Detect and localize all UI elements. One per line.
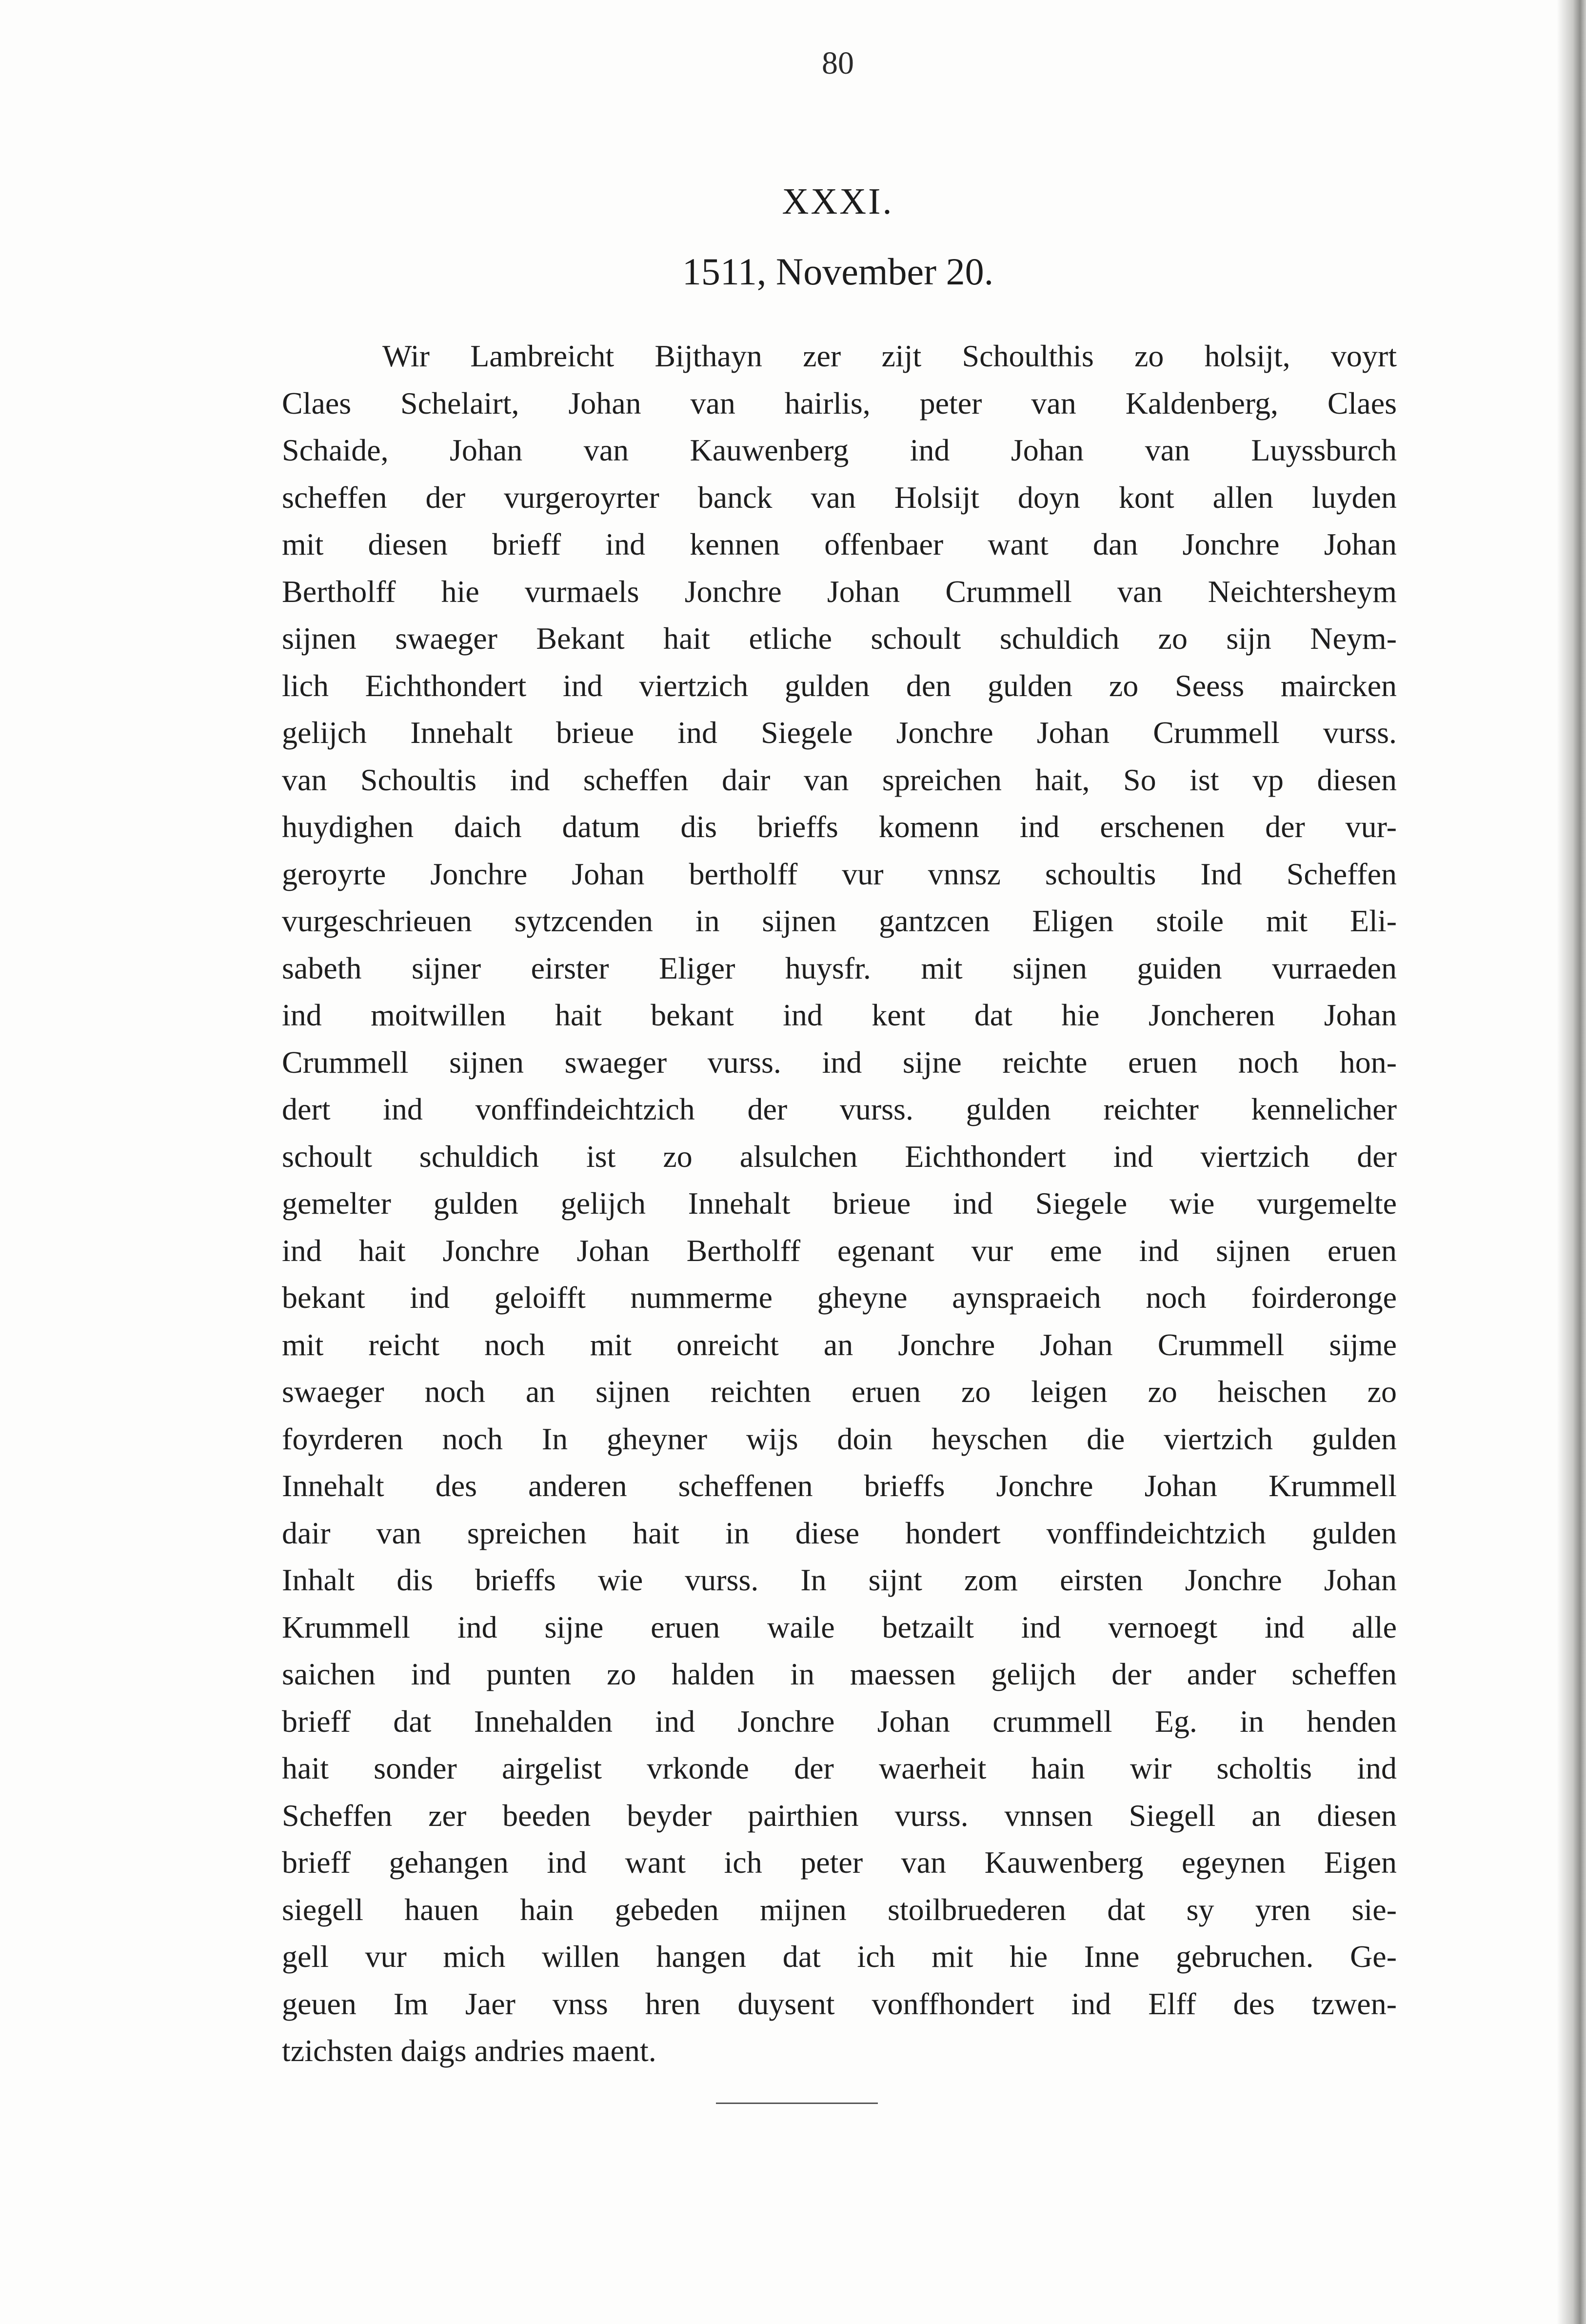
text-line: Krummell ind sijne eruen waile betzailt ind vernoegt ind alle xyxy=(282,1609,1397,1644)
end-rule xyxy=(716,2103,878,2104)
page-edge-shadow xyxy=(1557,0,1586,2324)
text-line: mit reicht noch mit onreicht an Jonchre Johan Crummell sijme xyxy=(282,1327,1397,1362)
text-line: van Schoultis ind scheffen dair van spreichen hait, So ist vp diesen xyxy=(282,762,1397,797)
document-date: 1511, November 20. xyxy=(682,250,994,293)
text-line: brieff gehangen ind want ich peter van Kauwenberg egeynen Eigen xyxy=(282,1845,1397,1880)
text-line: Innehalt des anderen scheffenen brieffs Jonchre Johan Krummell xyxy=(282,1468,1397,1503)
text-line: saichen ind punten zo halden in maessen gelijch der ander scheffen xyxy=(282,1657,1397,1691)
text-line: siegell hauen hain gebeden mijnen stoilbruederen dat sy yren sie- xyxy=(282,1892,1397,1927)
text-line: mit diesen brieff ind kennen offenbaer want dan Jonchre Johan xyxy=(282,527,1397,561)
text-line: Schaide, Johan van Kauwenberg ind Johan van Luyssburch xyxy=(282,433,1397,467)
document-body xyxy=(282,333,1397,2075)
text-line: lich Eichthondert ind viertzich gulden den gulden zo Seess maircken xyxy=(282,668,1397,703)
text-line: geroyrte Jonchre Johan bertholff vur vnnsz schoultis Ind Scheffen xyxy=(282,856,1397,891)
text-line: vurgeschrieuen sytzcenden in sijnen gantzcen Eligen stoile mit Eli- xyxy=(282,903,1397,938)
text-line: Wir Lambreicht Bijthayn zer zijt Schoulthis zo holsijt, voyrt xyxy=(382,339,1397,373)
text-line: dert ind vonffindeichtzich der vurss. gulden reichter kennelicher xyxy=(282,1092,1397,1126)
text-line: dair van spreichen hait in diese hondert vonffindeichtzich gulden xyxy=(282,1515,1397,1550)
page-number: 80 xyxy=(822,45,854,81)
text-line: ind moitwillen hait bekant ind kent dat hie Joncheren Johan xyxy=(282,998,1397,1032)
text-line: gell vur mich willen hangen dat ich mit hie Inne gebruchen. Ge- xyxy=(282,1939,1397,1974)
text-line: ind hait Jonchre Johan Bertholff egenant vur eme ind sijnen eruen xyxy=(282,1233,1397,1268)
text-line: huydighen daich datum dis brieffs komenn ind erschenen der vur- xyxy=(282,809,1397,844)
text-line: scheffen der vurgeroyrter banck van Holsijt doyn kont allen luyden xyxy=(282,480,1397,515)
text-line: swaeger noch an sijnen reichten eruen zo leigen zo heischen zo xyxy=(282,1374,1397,1409)
text-line: foyrderen noch In gheyner wijs doin heyschen die viertzich gulden xyxy=(282,1421,1397,1456)
text-line: sijnen swaeger Bekant hait etliche schoult schuldich zo sijn Neym- xyxy=(282,621,1397,656)
text-line: sabeth sijner eirster Eliger huysfr. mit sijnen guiden vurraeden xyxy=(282,950,1397,985)
text-line: gemelter gulden gelijch Innehalt brieue ind Siegele wie vurgemelte xyxy=(282,1186,1397,1221)
text-line: geuen Im Jaer vnss hren duysent vonffhondert ind Elff des tzwen- xyxy=(282,1986,1397,2021)
text-line: Inhalt dis brieffs wie vurss. In sijnt zom eirsten Jonchre Johan xyxy=(282,1563,1397,1597)
text-line: schoult schuldich ist zo alsulchen Eichthondert ind viertzich der xyxy=(282,1139,1397,1174)
text-line: Claes Schelairt, Johan van hairlis, peter van Kaldenberg, Claes xyxy=(282,385,1397,421)
document-number: XXXI. xyxy=(782,181,894,222)
text-line: tzichsten daigs andries maent. xyxy=(282,2033,656,2068)
text-line: Crummell sijnen swaeger vurss. ind sijne reichte eruen noch hon- xyxy=(282,1044,1397,1080)
text-line: hait sonder airgelist vrkonde der waerheit hain wir scholtis ind xyxy=(282,1751,1397,1785)
text-line: gelijch Innehalt brieue ind Siegele Jonchre Johan Crummell vurss. xyxy=(282,715,1397,750)
text-line: bekant ind geloifft nummerme gheyne aynspraeich noch foirderonge xyxy=(282,1280,1397,1315)
text-line: Scheffen zer beeden beyder pairthien vurss. vnnsen Siegell an diesen xyxy=(282,1798,1397,1833)
text-line: brieff dat Innehalden ind Jonchre Johan crummell Eg. in henden xyxy=(282,1703,1397,1739)
text-line: Bertholff hie vurmaels Jonchre Johan Crummell van Neichtersheym xyxy=(282,574,1397,609)
